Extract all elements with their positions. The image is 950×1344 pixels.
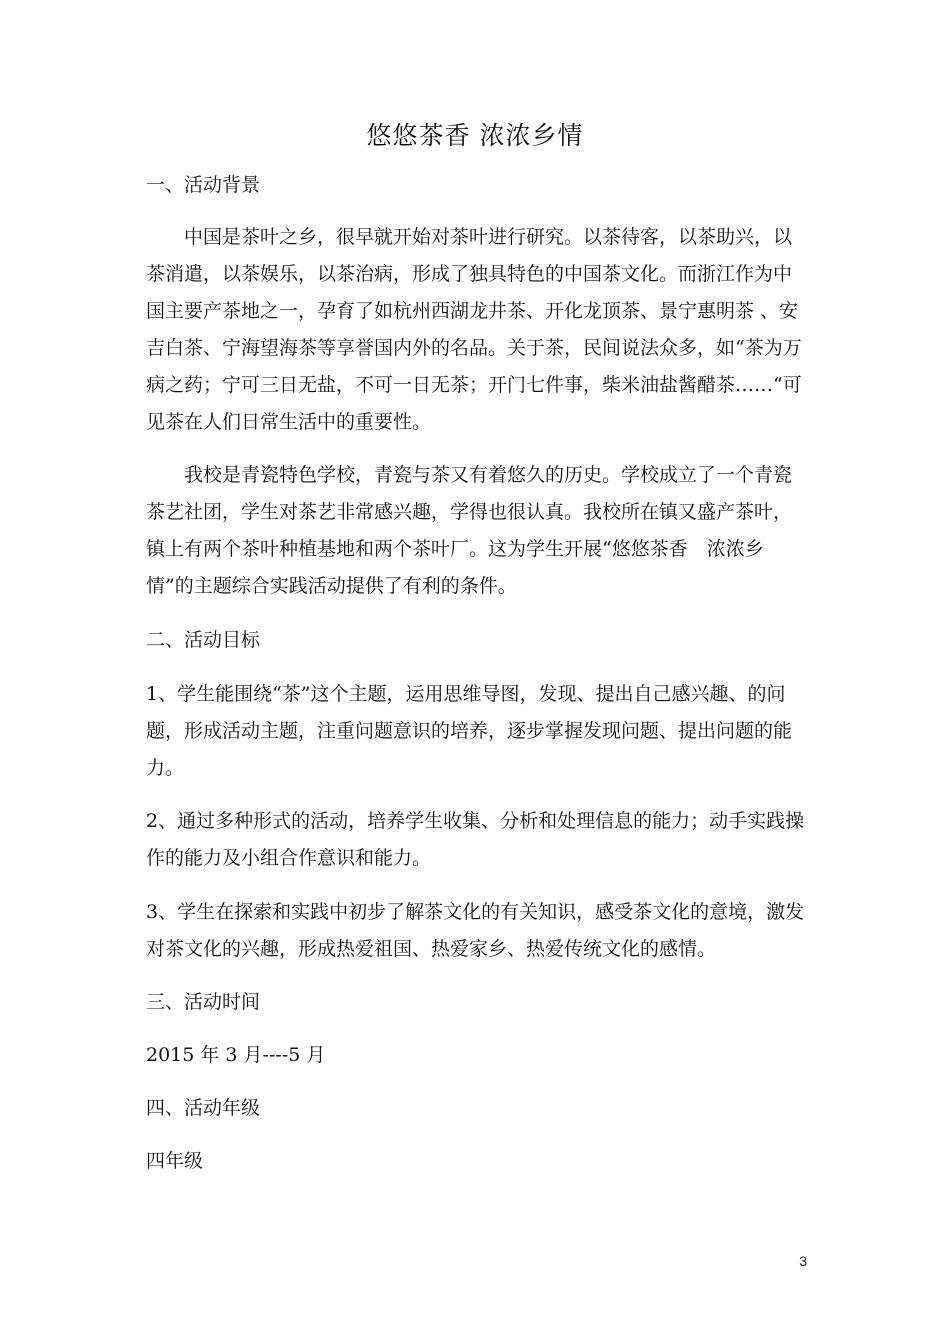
goal-item-3: 3、学生在探索和实践中初步了解茶文化的有关知识，感受茶文化的意境，激发对茶文化的兴趣，形成热爱祖国、热爱家乡、热爱传统文化的感情。	[146, 901, 805, 960]
activity-grade-value: 四年级	[146, 1150, 204, 1172]
section-heading-background: 一、活动背景	[146, 174, 261, 196]
background-paragraph-2: 我校是青瓷特色学校，青瓷与茶又有着悠久的历史。学校成立了一个青瓷茶艺社团，学生对茶艺非常感兴趣，学得也很认真。我校所在镇又盛产茶叶，镇上有两个茶叶种植基地和两个茶叶厂。这为学生开展“悠悠茶香 浓浓乡情”的主题综合实践活动提供了有利的条件。	[146, 464, 793, 597]
activity-time-value: 2015 年 3 月----5 月	[146, 1044, 326, 1066]
section-heading-time: 三、活动时间	[146, 991, 261, 1013]
section-heading-grade: 四、活动年级	[146, 1097, 261, 1119]
goal-item-2: 2、通过多种形式的活动，培养学生收集、分析和处理信息的能力；动手实践操作的能力及小组合作意识和能力。	[146, 810, 805, 869]
goal-item-1: 1、学生能围绕“茶”这个主题，运用思维导图，发现、提出自己感兴趣、的问题，形成活动主题，注重问题意识的培养，逐步掌握发现问题、提出问题的能力。	[146, 683, 793, 779]
document-title: 悠悠茶香 浓浓乡情	[366, 121, 584, 150]
background-paragraph-1: 中国是茶叶之乡，很早就开始对茶叶进行研究。以茶待客，以茶助兴，以茶消遣，以茶娱乐，以茶治病，形成了独具特色的中国茶文化。而浙江作为中国主要产茶地之一，孕育了如杭州西湖龙井茶、开化龙顶茶、景宁惠明茶 、安吉白茶、宁海望海茶等享誉国内外的名品。关于茶，民间说法众多，如“茶为万病之药；宁可三日无盐，不可一日无茶；开门七件事，柴米油盐酱醋茶……“可见茶在人们日常生活中的重要性。	[146, 226, 802, 433]
section-heading-goals: 二、活动目标	[146, 629, 261, 651]
page-number: 3	[799, 1253, 807, 1269]
